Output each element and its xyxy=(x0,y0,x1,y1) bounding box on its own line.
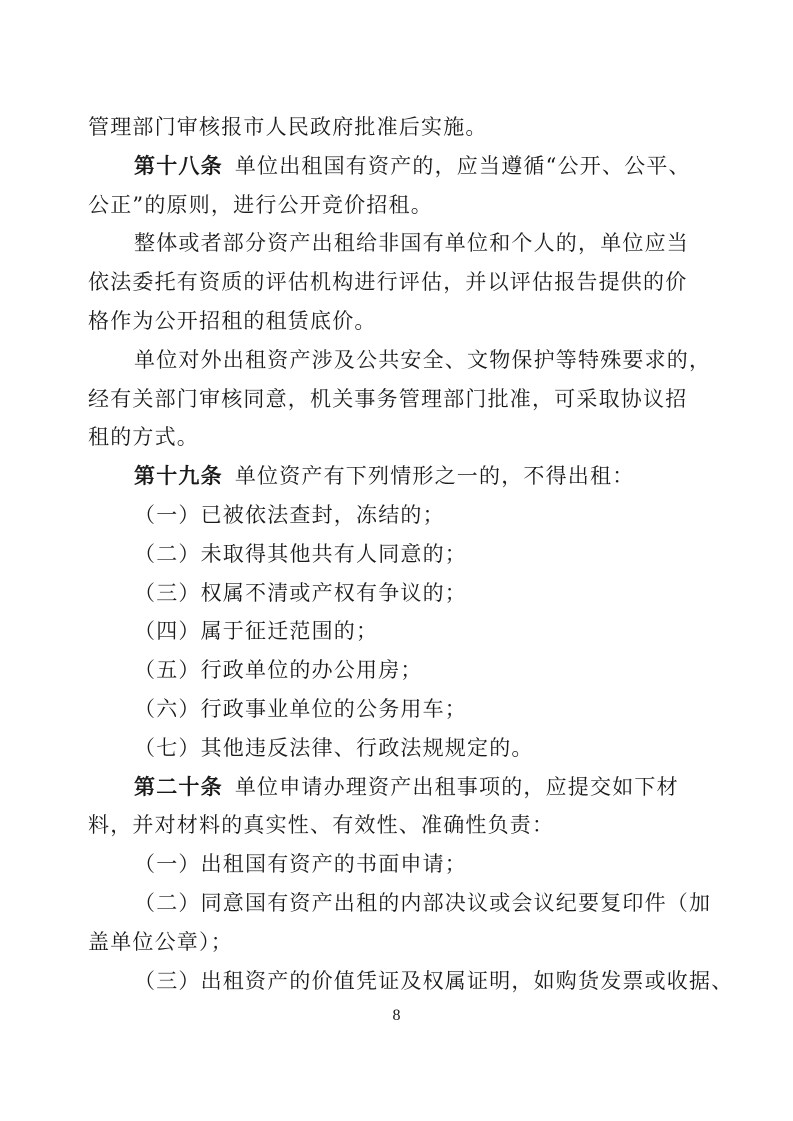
text-line: 单位申请办理资产出租事项的，应提交如下材 xyxy=(234,774,679,799)
list-item: （一）出租国有资产的书面申请； xyxy=(134,852,467,877)
list-item: （二）未取得其他共有人同意的； xyxy=(134,541,467,566)
text-line: 单位出租国有资产的，应当遵循“公开、公平、 xyxy=(234,153,691,178)
article-20-heading xyxy=(88,768,700,807)
text-line: 整体或者部分资产出租给非国有单位和个人的，单位应当 xyxy=(134,231,689,256)
article-18-heading xyxy=(88,147,700,186)
list-item: （二）同意国有资产出租的内部决议或会议纪要复印件（加 xyxy=(134,890,712,915)
list-item: （七）其他违反法律、行政法规规定的。 xyxy=(134,735,534,760)
article-number: 第十九条 xyxy=(134,463,223,489)
text-line: 经有关部门审核同意，机关事务管理部门批准，可采取协议招 xyxy=(88,386,688,411)
text-line: 管理部门审核报市人民政府批准后实施。 xyxy=(88,115,488,139)
text-line: 单位资产有下列情形之一的，不得出租： xyxy=(234,464,635,489)
list-item: （三）出租资产的价值凭证及权属证明，如购货发票或收据、 xyxy=(134,968,734,993)
text-line: 单位对外出租资产涉及公共安全、文物保护等特殊要求的， xyxy=(134,347,712,372)
article-number: 第二十条 xyxy=(134,773,223,799)
text-line: 依法委托有资质的评估机构进行评估，并以评估报告提供的价 xyxy=(88,270,688,295)
list-item: （三）权属不清或产权有争议的； xyxy=(134,580,467,605)
list-item: （五）行政单位的办公用房； xyxy=(134,658,423,683)
text-line: 格作为公开招租的租赁底价。 xyxy=(88,308,377,333)
list-item: （四）属于征迁范围的； xyxy=(134,619,379,644)
page-number: 8 xyxy=(392,1007,401,1024)
text-line: 租的方式。 xyxy=(88,425,199,450)
list-item: （一）已被依法查封，冻结的； xyxy=(134,502,445,527)
article-19-heading xyxy=(88,457,700,496)
text-line: 公正”的原则，进行公开竞价招租。 xyxy=(88,192,433,217)
article-number: 第十八条 xyxy=(134,152,223,178)
body-text xyxy=(88,108,734,1000)
text-line: 料，并对材料的真实性、有效性、准确性负责： xyxy=(88,813,555,838)
text-line: 盖单位公章）； xyxy=(88,929,233,954)
list-item: （六）行政事业单位的公务用车； xyxy=(134,696,467,721)
